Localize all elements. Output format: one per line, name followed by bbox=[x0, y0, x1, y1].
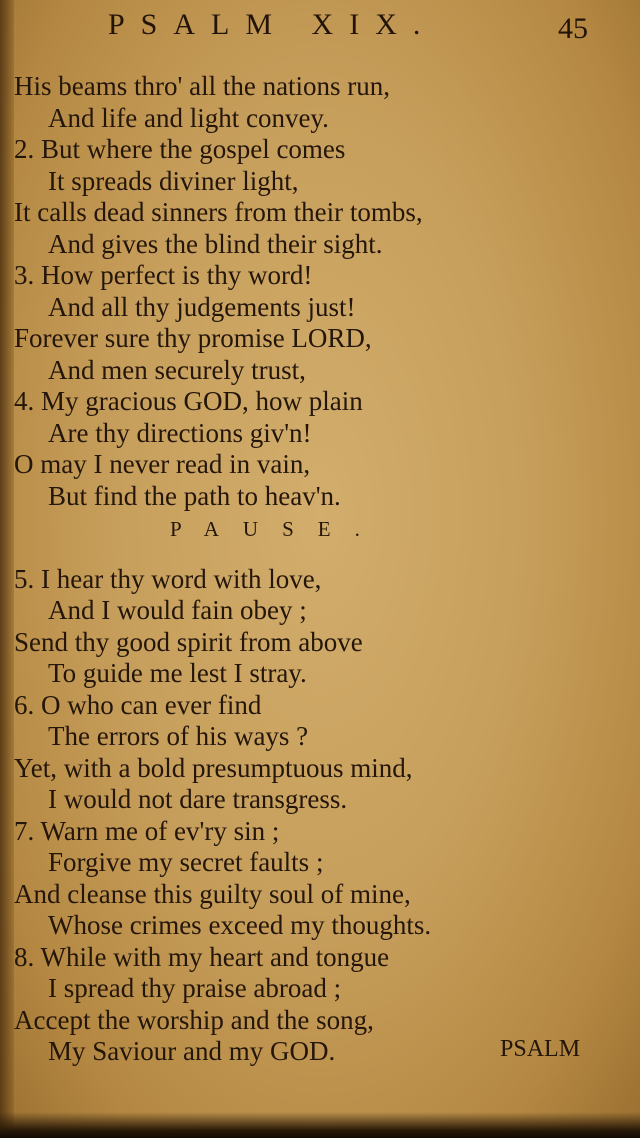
verse-line: My Saviour and my GOD. bbox=[48, 1036, 336, 1066]
verse-line: And I would fain obey ; bbox=[48, 595, 307, 625]
verse-line: 6. O who can ever find bbox=[14, 690, 262, 720]
verse-line: 4. My gracious GOD, how plain bbox=[14, 386, 363, 416]
verse-line: 8. While with my heart and tongue bbox=[14, 942, 390, 972]
verse-line: It spreads diviner light, bbox=[48, 166, 299, 196]
verse-line: Accept the worship and the song, bbox=[14, 1005, 374, 1035]
catchword: PSALM bbox=[500, 1036, 581, 1062]
verse-line: O may I never read in vain, bbox=[14, 449, 311, 479]
verse-line: But find the path to heav'n. bbox=[48, 481, 341, 511]
verse-line: His beams thro' all the nations run, bbox=[14, 71, 391, 101]
verse-line: I would not dare transgress. bbox=[48, 784, 348, 814]
verse-line: 2. But where the gospel comes bbox=[14, 134, 346, 164]
verse-line: 5. I hear thy word with love, bbox=[14, 564, 322, 594]
verse-line: It calls dead sinners from their tombs, bbox=[14, 197, 423, 227]
verse-line: Yet, with a bold presumptuous mind, bbox=[14, 753, 413, 783]
page-number: 45 bbox=[558, 12, 588, 45]
verse-line: Are thy directions giv'n! bbox=[48, 418, 312, 448]
verse-line: Send thy good spirit from above bbox=[14, 627, 363, 657]
verse-line: To guide me lest I stray. bbox=[48, 658, 307, 688]
verse-line: Whose crimes exceed my thoughts. bbox=[48, 910, 432, 940]
verse-line: The errors of his ways ? bbox=[48, 721, 309, 751]
pause-heading: PAUSE. bbox=[170, 517, 384, 541]
verse-line: And cleanse this guilty soul of mine, bbox=[14, 879, 411, 909]
verse-line: And all thy judgements just! bbox=[48, 292, 356, 322]
verse-line: 7. Warn me of ev'ry sin ; bbox=[14, 816, 280, 846]
verse-line: Forever sure thy promise LORD, bbox=[14, 323, 372, 353]
verse-line: 3. How perfect is thy word! bbox=[14, 260, 313, 290]
verse-line: And gives the blind their sight. bbox=[48, 229, 383, 259]
verse-line: Forgive my secret faults ; bbox=[48, 847, 324, 877]
verse-line: And life and light convey. bbox=[48, 103, 329, 133]
page-title: PSALM XIX. bbox=[108, 8, 437, 41]
verse-line: I spread thy praise abroad ; bbox=[48, 973, 342, 1003]
verse-line: And men securely trust, bbox=[48, 355, 306, 385]
